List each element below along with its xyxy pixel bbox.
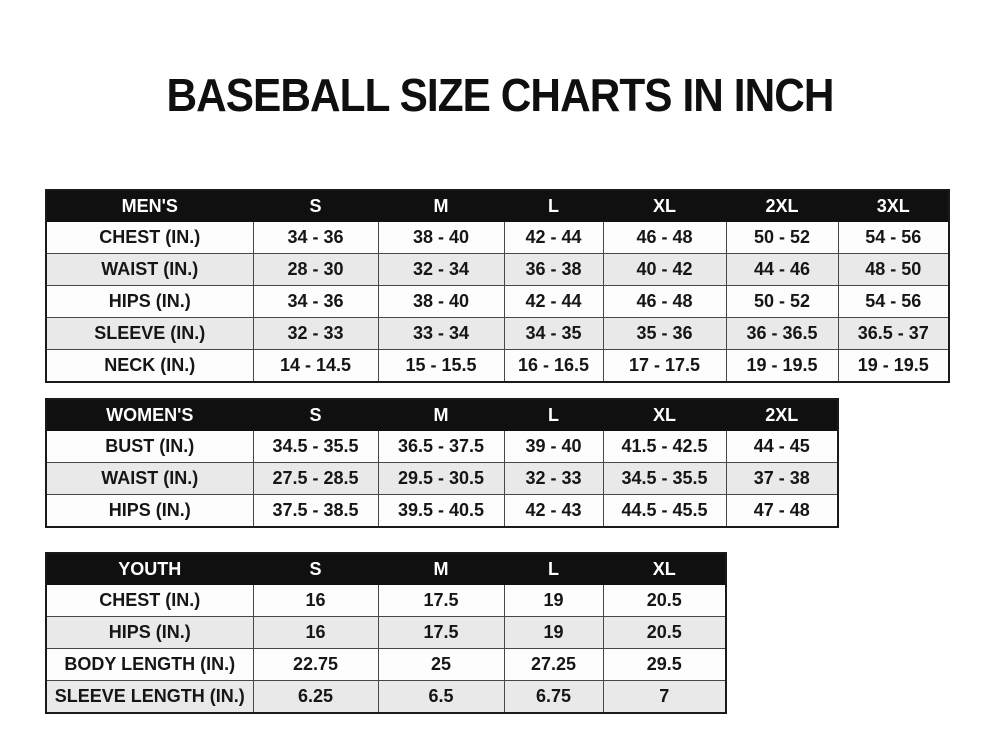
size-cell: 6.5 bbox=[378, 681, 504, 714]
table-row bbox=[46, 254, 949, 286]
size-cell: 16 bbox=[253, 617, 378, 649]
column-header-m: M bbox=[378, 553, 504, 585]
size-cell: 17 - 17.5 bbox=[603, 350, 726, 383]
size-cell: 42 - 44 bbox=[504, 222, 603, 254]
size-cell: 48 - 50 bbox=[838, 254, 949, 286]
column-header-l: L bbox=[504, 190, 603, 222]
size-cell: 54 - 56 bbox=[838, 286, 949, 318]
youth-table-title: YOUTH bbox=[46, 553, 253, 585]
size-cell: 19 bbox=[504, 585, 603, 617]
size-cell: 32 - 33 bbox=[504, 463, 603, 495]
size-cell: 6.75 bbox=[504, 681, 603, 714]
size-cell: 19 - 19.5 bbox=[838, 350, 949, 383]
column-header-s: S bbox=[253, 190, 378, 222]
size-cell: 36 - 36.5 bbox=[726, 318, 838, 350]
row-label: NECK (IN.) bbox=[46, 350, 253, 383]
mens-table-title: MEN'S bbox=[46, 190, 253, 222]
table-row bbox=[46, 431, 838, 463]
size-cell: 32 - 33 bbox=[253, 318, 378, 350]
mens-size-table bbox=[45, 189, 950, 383]
size-cell: 16 bbox=[253, 585, 378, 617]
column-header-l: L bbox=[504, 553, 603, 585]
size-cell: 39.5 - 40.5 bbox=[378, 495, 504, 528]
table-row bbox=[46, 350, 949, 383]
size-cell: 27.5 - 28.5 bbox=[253, 463, 378, 495]
table-row bbox=[46, 495, 838, 528]
table-row bbox=[46, 649, 726, 681]
size-cell: 39 - 40 bbox=[504, 431, 603, 463]
size-cell: 15 - 15.5 bbox=[378, 350, 504, 383]
size-cell: 20.5 bbox=[603, 617, 726, 649]
size-cell: 19 - 19.5 bbox=[726, 350, 838, 383]
row-label: HIPS (IN.) bbox=[46, 286, 253, 318]
size-cell: 46 - 48 bbox=[603, 286, 726, 318]
womens-size-table bbox=[45, 398, 839, 528]
size-cell: 36 - 38 bbox=[504, 254, 603, 286]
size-cell: 36.5 - 37 bbox=[838, 318, 949, 350]
column-header-xl: XL bbox=[603, 553, 726, 585]
size-cell: 41.5 - 42.5 bbox=[603, 431, 726, 463]
size-cell: 29.5 bbox=[603, 649, 726, 681]
size-cell: 34 - 36 bbox=[253, 222, 378, 254]
table-row bbox=[46, 286, 949, 318]
column-header-3xl: 3XL bbox=[838, 190, 949, 222]
size-cell: 17.5 bbox=[378, 617, 504, 649]
column-header-s: S bbox=[253, 553, 378, 585]
size-cell: 36.5 - 37.5 bbox=[378, 431, 504, 463]
size-cell: 40 - 42 bbox=[603, 254, 726, 286]
size-cell: 22.75 bbox=[253, 649, 378, 681]
column-header-xl: XL bbox=[603, 190, 726, 222]
size-cell: 42 - 44 bbox=[504, 286, 603, 318]
size-cell: 20.5 bbox=[603, 585, 726, 617]
row-label: BUST (IN.) bbox=[46, 431, 253, 463]
size-cell: 34 - 35 bbox=[504, 318, 603, 350]
row-label: BODY LENGTH (IN.) bbox=[46, 649, 253, 681]
size-cell: 44 - 45 bbox=[726, 431, 838, 463]
size-cell: 35 - 36 bbox=[603, 318, 726, 350]
size-cell: 19 bbox=[504, 617, 603, 649]
table-row bbox=[46, 222, 949, 254]
size-cell: 32 - 34 bbox=[378, 254, 504, 286]
column-header-2xl: 2XL bbox=[726, 190, 838, 222]
size-cell: 7 bbox=[603, 681, 726, 714]
size-cell: 16 - 16.5 bbox=[504, 350, 603, 383]
column-header-2xl: 2XL bbox=[726, 399, 838, 431]
size-cell: 54 - 56 bbox=[838, 222, 949, 254]
size-cell: 34 - 36 bbox=[253, 286, 378, 318]
row-label: HIPS (IN.) bbox=[46, 617, 253, 649]
size-cell: 27.25 bbox=[504, 649, 603, 681]
column-header-m: M bbox=[378, 399, 504, 431]
row-label: HIPS (IN.) bbox=[46, 495, 253, 528]
table-row bbox=[46, 617, 726, 649]
size-cell: 47 - 48 bbox=[726, 495, 838, 528]
row-label: CHEST (IN.) bbox=[46, 222, 253, 254]
table-row bbox=[46, 318, 949, 350]
size-cell: 29.5 - 30.5 bbox=[378, 463, 504, 495]
size-cell: 28 - 30 bbox=[253, 254, 378, 286]
mens-header-row bbox=[46, 190, 949, 222]
row-label: WAIST (IN.) bbox=[46, 463, 253, 495]
size-cell: 33 - 34 bbox=[378, 318, 504, 350]
size-cell: 34.5 - 35.5 bbox=[603, 463, 726, 495]
row-label: CHEST (IN.) bbox=[46, 585, 253, 617]
size-cell: 37 - 38 bbox=[726, 463, 838, 495]
size-cell: 44.5 - 45.5 bbox=[603, 495, 726, 528]
size-cell: 46 - 48 bbox=[603, 222, 726, 254]
column-header-xl: XL bbox=[603, 399, 726, 431]
column-header-s: S bbox=[253, 399, 378, 431]
table-row bbox=[46, 681, 726, 714]
size-cell: 25 bbox=[378, 649, 504, 681]
size-cell: 14 - 14.5 bbox=[253, 350, 378, 383]
size-cell: 50 - 52 bbox=[726, 286, 838, 318]
table-row bbox=[46, 585, 726, 617]
size-cell: 6.25 bbox=[253, 681, 378, 714]
size-cell: 38 - 40 bbox=[378, 286, 504, 318]
row-label: SLEEVE (IN.) bbox=[46, 318, 253, 350]
page-title: BASEBALL SIZE CHARTS IN INCH bbox=[166, 69, 834, 121]
column-header-l: L bbox=[504, 399, 603, 431]
size-cell: 42 - 43 bbox=[504, 495, 603, 528]
womens-table-title: WOMEN'S bbox=[46, 399, 253, 431]
size-cell: 37.5 - 38.5 bbox=[253, 495, 378, 528]
row-label: WAIST (IN.) bbox=[46, 254, 253, 286]
size-cell: 44 - 46 bbox=[726, 254, 838, 286]
table-row bbox=[46, 463, 838, 495]
size-cell: 50 - 52 bbox=[726, 222, 838, 254]
youth-header-row bbox=[46, 553, 726, 585]
youth-size-table bbox=[45, 552, 727, 714]
column-header-m: M bbox=[378, 190, 504, 222]
womens-header-row bbox=[46, 399, 838, 431]
size-cell: 17.5 bbox=[378, 585, 504, 617]
size-cell: 38 - 40 bbox=[378, 222, 504, 254]
row-label: SLEEVE LENGTH (IN.) bbox=[46, 681, 253, 714]
size-cell: 34.5 - 35.5 bbox=[253, 431, 378, 463]
